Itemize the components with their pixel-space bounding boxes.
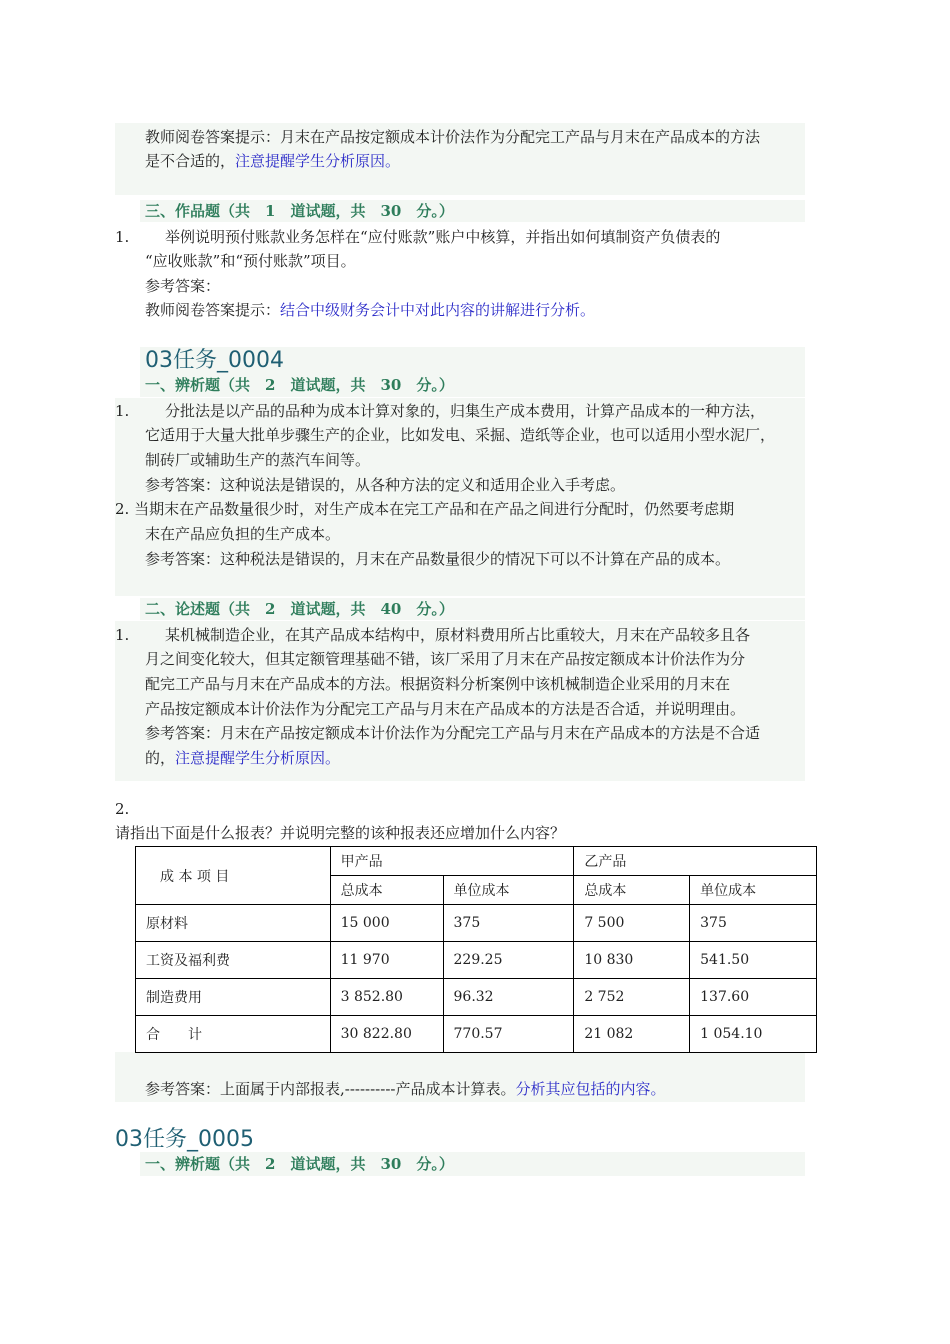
section-heading-essay: 二、论述题（共 2 道试题，共 40 分。） bbox=[145, 600, 454, 618]
cell-b-total: 21 082 bbox=[574, 1016, 690, 1053]
table-question: 请指出下面是什么报表？并说明完整的该种报表还应增加什么内容？ bbox=[115, 824, 566, 842]
question-2-line-2: 末在产品应负担的生产成本。 bbox=[145, 525, 341, 543]
question-number: 1. bbox=[115, 228, 130, 246]
table-total-row bbox=[136, 1016, 817, 1053]
table-row bbox=[136, 905, 817, 942]
header-b-total-cost: 总成本 bbox=[574, 876, 690, 905]
reference-answer: 参考答案：月末在产品按定额成本计价法作为分配完工产品与月末在产品成本的方法是不合适 bbox=[145, 724, 761, 742]
essay-text-line-4: 产品按定额成本计价法作为分配完工产品与月末在产品成本的方法是否合适，并说明理由。 bbox=[145, 700, 746, 718]
question-text-line-2: “应收账款”和“预付账款”项目。 bbox=[145, 252, 356, 270]
hint-highlight: 注意提醒学生分析原因。 bbox=[235, 152, 401, 170]
reference-answer-line-2 bbox=[145, 747, 340, 769]
cell-a-total: 11 970 bbox=[330, 942, 443, 979]
table-row bbox=[136, 979, 817, 1016]
cell-a-total: 15 000 bbox=[330, 905, 443, 942]
cell-item: 原材料 bbox=[136, 905, 331, 942]
reference-text: 参考答案：上面属于内部报表,----------产品成本计算表。 bbox=[145, 1080, 516, 1098]
table-reference-answer bbox=[145, 1078, 665, 1100]
section-heading-discrimination: 一、辨析题（共 2 道试题，共 30 分。） bbox=[145, 1155, 454, 1173]
hint-line-1: 教师阅卷答案提示：月末在产品按定额成本计价法作为分配完工产品与月末在产品成本的方法 bbox=[145, 128, 761, 146]
cell-item: 制造费用 bbox=[136, 979, 331, 1016]
teacher-hint-label: 教师阅卷答案提示： bbox=[145, 301, 281, 319]
question-number: 1. bbox=[115, 626, 130, 644]
header-b-unit-cost: 单位成本 bbox=[690, 876, 817, 905]
hint-line-2 bbox=[145, 150, 400, 172]
cell-item: 工资及福利费 bbox=[136, 942, 331, 979]
cost-table bbox=[135, 846, 817, 1053]
teacher-hint bbox=[145, 299, 595, 321]
table-corner-header: 成 本 项 目 bbox=[136, 847, 331, 905]
cell-a-unit: 770.57 bbox=[443, 1016, 574, 1053]
reference-text: 的， bbox=[145, 749, 176, 767]
cell-a-total: 3 852.80 bbox=[330, 979, 443, 1016]
essay-text-line-3: 配完工产品与月末在产品成本的方法。根据资料分析案例中该机械制造企业采用的月末在 bbox=[145, 675, 731, 693]
reference-highlight: 分析其应包括的内容。 bbox=[515, 1080, 666, 1098]
reference-highlight: 注意提醒学生分析原因。 bbox=[175, 749, 341, 767]
cell-b-total: 7 500 bbox=[574, 905, 690, 942]
teacher-hint-highlight: 结合中级财务会计中对此内容的讲解进行分析。 bbox=[280, 301, 596, 319]
cell-a-unit: 375 bbox=[443, 905, 574, 942]
cell-b-total: 2 752 bbox=[574, 979, 690, 1016]
question-text-line-1: 举例说明预付账款业务怎样在“应付账款”账户中核算，并指出如何填制资产负债表的 bbox=[165, 228, 721, 246]
table-row bbox=[136, 942, 817, 979]
question-number: 2. bbox=[115, 800, 130, 818]
question-number: 1. bbox=[115, 402, 130, 420]
section-heading-works: 三、作品题（共 1 道试题，共 30 分。） bbox=[145, 202, 454, 220]
reference-answer: 参考答案：这种税法是错误的，月末在产品数量很少的情况下可以不计算在产品的成本。 bbox=[145, 550, 731, 568]
table-header-row bbox=[136, 847, 817, 876]
essay-text-line-2: 月之间变化较大，但其定额管理基础不错，该厂采用了月末在产品按定额成本计价法作为分 bbox=[145, 650, 746, 668]
cell-b-total: 10 830 bbox=[574, 942, 690, 979]
task-title-0005: 03任务_0005 bbox=[115, 1127, 254, 1152]
task-title-0004: 03任务_0004 bbox=[145, 348, 284, 373]
question-text-line-2: 它适用于大量大批单步骤生产的企业，比如发电、采掘、造纸等企业，也可以适用小型水泥厂， bbox=[145, 426, 776, 444]
header-a-unit-cost: 单位成本 bbox=[443, 876, 574, 905]
cell-item: 合 计 bbox=[136, 1016, 331, 1053]
cell-a-unit: 229.25 bbox=[443, 942, 574, 979]
section-heading-discrimination: 一、辨析题（共 2 道试题，共 30 分。） bbox=[145, 376, 454, 394]
cell-a-unit: 96.32 bbox=[443, 979, 574, 1016]
essay-text-line-1: 某机械制造企业，在其产品成本结构中，原材料费用所占比重较大，月末在产品较多且各 bbox=[165, 626, 751, 644]
cell-b-unit: 1 054.10 bbox=[690, 1016, 817, 1053]
question-text-line-1: 分批法是以产品的品种为成本计算对象的，归集生产成本费用，计算产品成本的一种方法， bbox=[165, 402, 766, 420]
cell-b-unit: 375 bbox=[690, 905, 817, 942]
question-2-line-1: 2. 当期末在产品数量很少时，对生产成本在完工产品和在产品之间进行分配时，仍然要考虑期 bbox=[115, 500, 735, 518]
header-product-b: 乙产品 bbox=[574, 847, 817, 876]
cell-a-total: 30 822.80 bbox=[330, 1016, 443, 1053]
reference-answer-label: 参考答案： bbox=[145, 277, 221, 295]
cell-b-unit: 137.60 bbox=[690, 979, 817, 1016]
question-text-line-3: 制砖厂或辅助生产的蒸汽车间等。 bbox=[145, 451, 371, 469]
cell-b-unit: 541.50 bbox=[690, 942, 817, 979]
hint-text: 是不合适的， bbox=[145, 152, 236, 170]
header-a-total-cost: 总成本 bbox=[330, 876, 443, 905]
header-product-a: 甲产品 bbox=[330, 847, 574, 876]
reference-answer: 参考答案：这种说法是错误的，从各种方法的定义和适用企业入手考虑。 bbox=[145, 476, 626, 494]
